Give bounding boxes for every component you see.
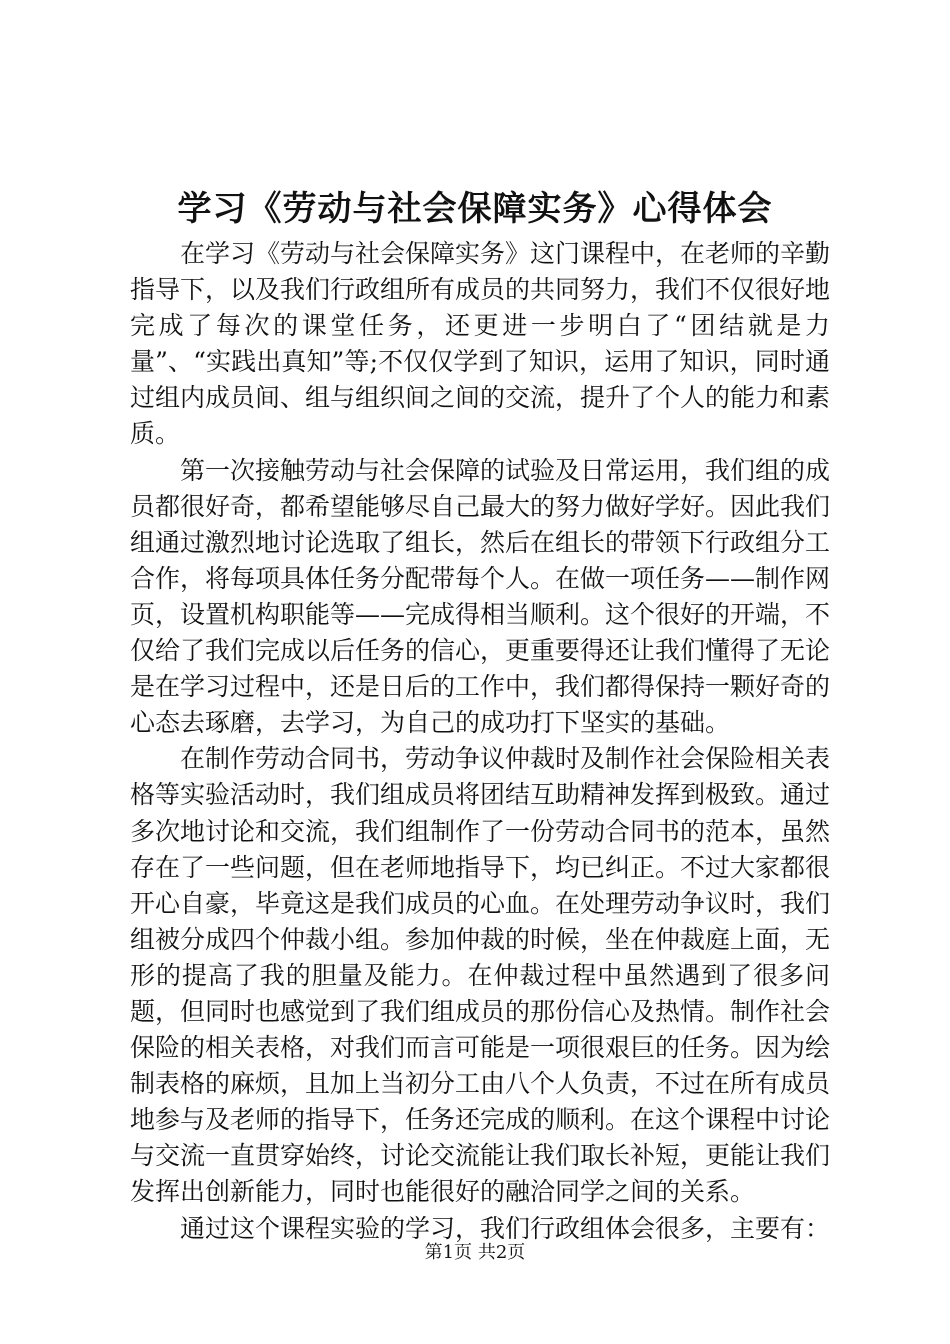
- document-title: 学习《劳动与社会保障实务》心得体会: [177, 189, 773, 229]
- paragraph-4: 通过这个课程实验的学习，我们行政组体会很多，主要有：: [180, 1213, 831, 1243]
- paragraph-1: 在学习《劳动与社会保障实务》这门课程中，在老师的辛勤指导下，以及我们行政组所有成员的共同努力，我们不仅很好地完成了每次的课堂任务，还更进一步明白了“团结就是力量”、“实践出真知”等;不仅仅学到了知识，运用了知识，同时通过组内成员间、组与组织间之间的交流，提升了个人的能力和素质。: [130, 239, 831, 449]
- paragraph-2: 第一次接触劳动与社会保障的试验及日常运用，我们组的成员都很好奇，都希望能够尽自己最大的努力做好学好。因此我们组通过激烈地讨论选取了组长，然后在组长的带领下行政组分工合作，将每项具体任务分配带每个人。在做一项任务——制作网页，设置机构职能等——完成得相当顺利。这个很好的开端，不仅给了我们完成以后任务的信心，更重要得还让我们懂得了无论是在学习过程中，还是日后的工作中，我们都得保持一颗好奇的心态去琢磨，去学习，为自己的成功打下坚实的基础。: [130, 455, 831, 738]
- document-body: [130, 236, 830, 1247]
- page-number-footer: 第1页 共2页: [424, 1242, 526, 1263]
- paragraph-3: 在制作劳动合同书，劳动争议仲裁时及制作社会保险相关表格等实验活动时，我们组成员将团结互助精神发挥到极致。通过多次地讨论和交流，我们组制作了一份劳动合同书的范本，虽然存在了一些问题，但在老师地指导下，均已纠正。不过大家都很开心自豪，毕竟这是我们成员的心血。在处理劳动争议时，我们组被分成四个仲裁小组。参加仲裁的时候，坐在仲裁庭上面，无形的提高了我的胆量及能力。在仲裁过程中虽然遇到了很多问题，但同时也感觉到了我们组成员的那份信心及热情。制作社会保险的相关表格，对我们而言可能是一项很艰巨的任务。因为绘制表格的麻烦，且加上当初分工由八个人负责，不过在所有成员地参与及老师的指导下，任务还完成的顺利。在这个课程中讨论与交流一直贯穿始终，讨论交流能让我们取长补短，更能让我们发挥出创新能力，同时也能很好的融洽同学之间的关系。: [130, 744, 831, 1207]
